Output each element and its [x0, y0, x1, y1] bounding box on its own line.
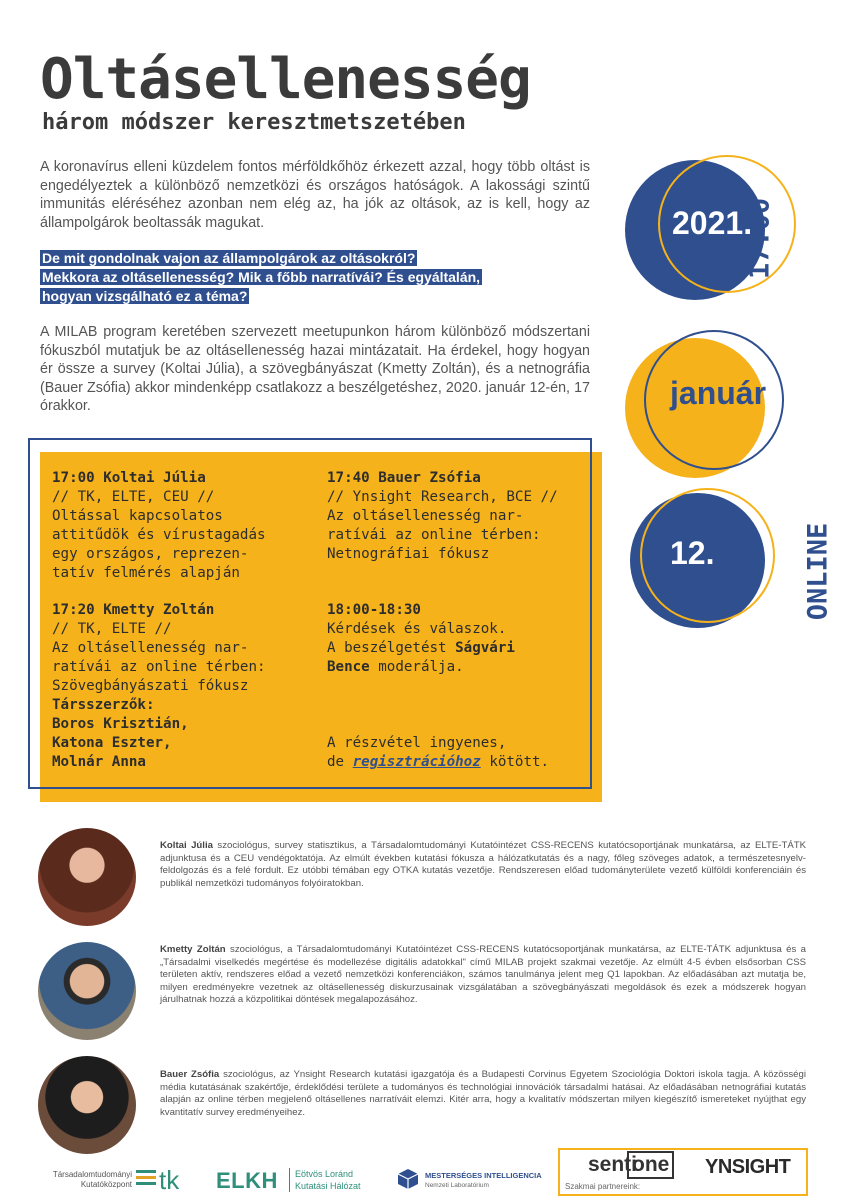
moderator-first-name: Ságvári — [455, 640, 515, 656]
slot-line: tatív felmérés alapján — [52, 565, 240, 581]
ai-lab-logo — [425, 1171, 542, 1191]
bio-kmetty — [160, 944, 806, 1007]
coauthor-name: Boros Krisztián, — [52, 716, 189, 732]
registration-post: kötött. — [489, 754, 550, 770]
bio-name: Bauer Zsófia — [160, 1069, 220, 1080]
bauer-zsofia-photo — [38, 1056, 136, 1154]
coauthors-label: Társszerzők: — [52, 697, 155, 713]
elkh-logo-line: Eötvös Loránd — [295, 1169, 354, 1179]
slot-line: ratívái az online térben: — [52, 659, 266, 675]
tk-logo-mark: tk — [159, 1165, 180, 1195]
program-slot-bauer — [327, 469, 597, 564]
question-line: hogyan vizsgálható ez a téma? — [42, 288, 248, 304]
ai-lab-title: MESTERSÉGES INTELLIGENCIA — [425, 1171, 542, 1180]
sentione-logo-one: one — [627, 1151, 674, 1179]
page-title: Oltásellenesség — [40, 47, 531, 112]
registration-line — [327, 753, 597, 772]
program-slot-qa — [327, 601, 597, 677]
elkh-logo-line: Kutatási Hálózat — [295, 1181, 361, 1191]
question-line: Mekkora az oltásellenesség? Mik a főbb narratívái? És egyáltalán, — [42, 269, 481, 285]
slot-line: attitűdök és vírustagadás — [52, 527, 266, 543]
slot-line: ratívái az online térben: — [327, 527, 541, 543]
bio-koltai — [160, 840, 806, 890]
slot-heading: 17:20 Kmetty Zoltán — [52, 602, 215, 618]
bio-text: szociológus, a Társadalomtudományi Kutatóintézet CSS-RECENS kutatócsoportjának munkatársa, az ELTE-TÁTK adjunktusa és a „Társadalmi viselkedés megértése és modellezése digitális adatokkal" című MILAB projekt szakmai vezetője. Az elmúlt 4-5 évben elsősorban CSS területen aktív, rendszeres előad a vezető nemzetközi konferenciákon, számos tanulmánya jelent meg Q1 lapokban. Az előadásában azt mutatja be, milyen eredményekre vezetnek az oltásellenesség diskurzusainak vizsgálatában a szövegbányászati megoldások és ezek a módszerek hogyan járulhatnak hozzá a közpolitikai döntések megalapozásához. — [160, 944, 806, 1006]
slot-line: // TK, ELTE, CEU // — [52, 489, 215, 505]
milab-paragraph: A MILAB program keretében szervezett meetupunkon három különböző módszertani fókuszból mutatjuk be az oltásellenesség hazai mintázatait. Ha érdekel, hogy hogyan ér össze a survey (Koltai Júlia), a szövegbányászat (Kmetty Zoltán), és a netnográfia (Bauer Zsófia) akkor mindenképp csatlakozz a beszélgetéshez, 2020. január 12-én, 17 órakkor. — [40, 324, 590, 414]
tk-logo-bars-icon — [136, 1170, 156, 1190]
moderator-intro: A beszélgetést — [327, 640, 447, 656]
slot-line: Az oltásellenesség nar- — [52, 640, 249, 656]
bio-name: Koltai Júlia — [160, 840, 213, 851]
bio-bauer — [160, 1069, 806, 1119]
program-slot-koltai — [52, 469, 322, 583]
event-year: 2021. — [672, 205, 753, 241]
event-mode: ONLINE — [802, 522, 834, 621]
event-time: 17:00 — [744, 197, 776, 280]
slot-line: // Ynsight Research, BCE // — [327, 489, 558, 505]
registration-note — [327, 734, 597, 772]
bio-text: szociológus, az Ynsight Research kutatási igazgatója és a Budapesti Corvinus Egyetem Szociológia Doktori iskola tagja. A közösségi média kutatásának szakértője, érdeklődési területe a tudományos és technológiai innovációk társadalmi hatásai. Az előadásában netnográfiai kutatás alapján az online térben megjelenő oltásellenes narratíváit elemzi. Kitér arra, hogy a kvalitatív módszertan milyen kiegészítő ismereteket nyújthat egy kvantitatív survey eredményeihez. — [160, 1069, 806, 1118]
free-participation-text: A részvétel ingyenes, — [327, 735, 507, 751]
slot-line: egy országos, reprezen- — [52, 546, 249, 562]
event-month: január — [670, 375, 767, 411]
slot-line — [327, 658, 597, 677]
slot-line: // TK, ELTE // — [52, 621, 172, 637]
question-line: De mit gondolnak vajon az állampolgárok az oltásokról? — [42, 250, 416, 266]
slot-line: Kérdések és válaszok. — [327, 621, 507, 637]
ynsight-logo: YNSIGHT — [705, 1156, 791, 1178]
partners-label: Szakmai partnereink: — [565, 1182, 641, 1191]
slot-heading: 18:00-18:30 — [327, 602, 421, 618]
registration-pre: de — [327, 754, 345, 770]
slot-line: Oltással kapcsolatos — [52, 508, 223, 524]
tk-logo-text — [46, 1170, 132, 1190]
bio-name: Kmetty Zoltán — [160, 944, 226, 955]
elkh-logo-subtitle — [289, 1168, 361, 1192]
sentione-logo-senti: senti — [588, 1153, 638, 1176]
bio-text: szociológus, survey statisztikus, a Társadalomtudományi Kutatóintézet CSS-RECENS kutatócsoportjának munkatársa, az ELTE-TÁTK adjunktusa és a CEU vendégoktatója. Az elmúlt években kutatási fókusza a hálózatkutatás és a nagy, főleg szöveges adatok, a természetesnyelv-feldolgozás és a felé fordult. Ez utóbbi témában egy OTKA kutatás vezetője. Rendszeresen előad tudományterülete vezető külföldi konferenciáin és publikál nemzetközi tudományos folyóiratokban. — [160, 840, 806, 889]
slot-line — [327, 639, 597, 658]
moderator-outro: moderálja. — [378, 659, 464, 675]
slot-line: Az oltásellenesség nar- — [327, 508, 524, 524]
slot-heading: 17:00 Koltai Júlia — [52, 470, 206, 486]
moderator-last-name: Bence — [327, 659, 370, 675]
tk-logo-line: Társadalomtudományi — [52, 1170, 132, 1179]
event-day: 12. — [670, 535, 715, 571]
highlighted-questions — [40, 249, 500, 306]
kmetty-zoltan-photo — [38, 942, 136, 1040]
coauthor-name: Katona Eszter, — [52, 735, 172, 751]
koltai-julia-photo — [38, 828, 136, 926]
page-subtitle: három módszer keresztmetszetében — [42, 110, 466, 135]
slot-line: Netnográfiai fókusz — [327, 546, 490, 562]
intro-paragraph: A koronavírus elleni küzdelem fontos mérföldkőhöz érkezett azzal, hogy több oltást is engedélyeztek a különböző nemzetközi és országos hatóságok. A lakossági szintű immunitás eléréséhez azonban nem elég az, ha jók az oltások, az is kell, hogy az állampolgárok beoltassák magukat. — [40, 159, 590, 231]
ai-lab-subtitle: Nemzeti Laboratórium — [425, 1182, 489, 1189]
tk-logo-line: Kutatóközpont — [80, 1180, 132, 1189]
elkh-logo: ELKH — [216, 1168, 278, 1193]
ai-lab-cube-icon — [397, 1168, 419, 1190]
slot-line: Szövegbányászati fókusz — [52, 678, 249, 694]
coauthor-name: Molnár Anna — [52, 754, 146, 770]
slot-heading: 17:40 Bauer Zsófia — [327, 470, 481, 486]
program-slot-kmetty — [52, 601, 322, 772]
registration-link[interactable]: regisztrációhoz — [352, 754, 481, 770]
